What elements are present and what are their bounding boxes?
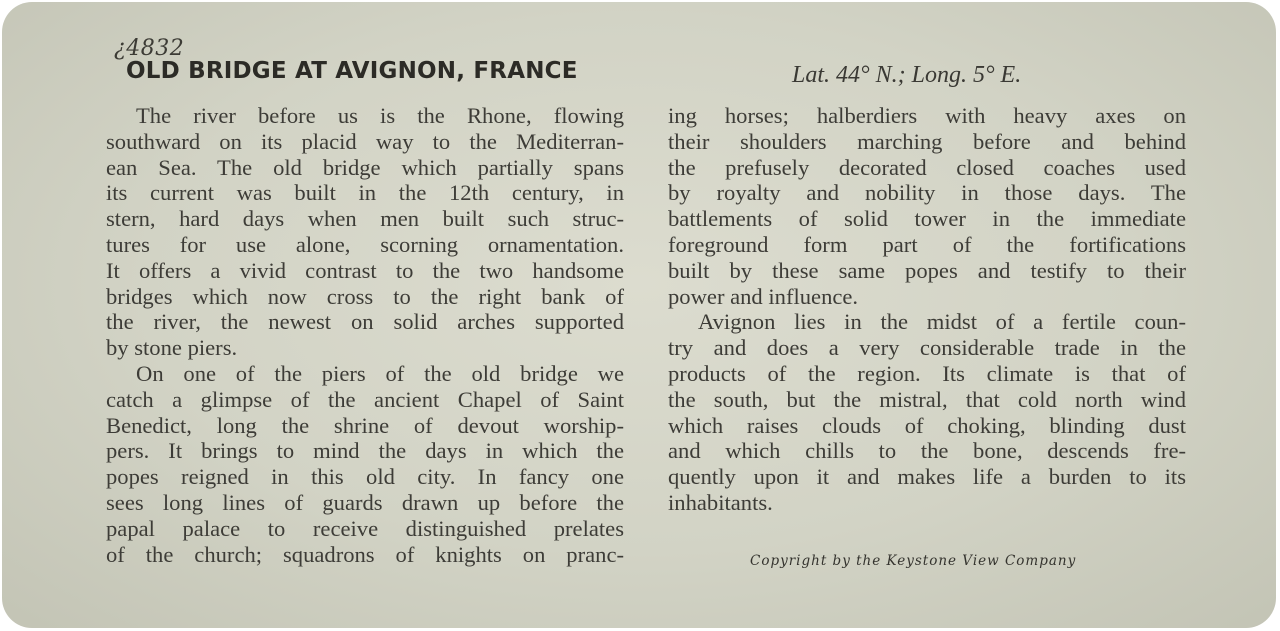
text-line: sees long lines of guards drawn up before the — [106, 489, 624, 515]
text-line: Benedict, long the shrine of devout worship- — [106, 412, 624, 438]
text-line: tures for use alone, scorning ornamentation. — [106, 231, 624, 257]
text-line: popes reigned in this old city. In fancy one — [106, 464, 624, 490]
text-line: the prefusely decorated closed coaches used — [668, 154, 1186, 180]
text-line: its current was built in the 12th century, in — [106, 180, 624, 206]
text-line: built by these same popes and testify to their — [668, 257, 1186, 283]
text-line: by royalty and nobility in those days. The — [668, 180, 1186, 206]
text-line: stern, hard days when men built such struc- — [106, 206, 624, 232]
text-line: On one of the piers of the old bridge we — [136, 360, 624, 386]
text-line: foreground form part of the fortifications — [668, 231, 1186, 257]
copyright-notice: Copyright by the Keystone View Company — [750, 553, 1077, 569]
text-line: It offers a vivid contrast to the two handsome — [106, 257, 624, 283]
text-line: products of the region. Its climate is that of — [668, 360, 1186, 386]
stereoview-card-back — [2, 2, 1276, 628]
text-line: power and influence. — [668, 283, 859, 309]
text-line: and which chills to the bone, descends fre- — [668, 438, 1186, 464]
text-line: battlements of solid tower in the immediate — [668, 206, 1186, 232]
text-line: The river before us is the Rhone, flowing — [136, 103, 624, 128]
text-line: ean Sea. The old bridge which partially spans — [106, 154, 624, 180]
card-title: OLD BRIDGE AT AVIGNON, FRANCE — [126, 58, 578, 84]
text-line: pers. It brings to mind the days in which the — [106, 438, 624, 464]
right-text-column — [668, 103, 1186, 516]
text-line: inhabitants. — [668, 489, 773, 515]
left-text-column — [106, 103, 624, 567]
text-line: which raises clouds of choking, blinding dust — [668, 412, 1186, 438]
text-line: by stone piers. — [106, 335, 238, 361]
text-line: catch a glimpse of the ancient Chapel of Saint — [106, 386, 624, 412]
text-line: of the church; squadrons of knights on pranc- — [106, 541, 624, 567]
catalog-number: ¿4832 — [114, 36, 185, 61]
text-line: the south, but the mistral, that cold north wind — [668, 386, 1186, 412]
text-line: papal palace to receive distinguished prelates — [106, 515, 624, 541]
text-line: quently upon it and makes life a burden to its — [668, 464, 1186, 490]
text-line: try and does a very considerable trade in the — [668, 335, 1186, 361]
text-line: ing horses; halberdiers with heavy axes on — [668, 103, 1186, 128]
text-line: Avignon lies in the midst of a fertile coun- — [698, 309, 1186, 335]
text-line: bridges which now cross to the right bank of — [106, 283, 624, 309]
coordinates: Lat. 44° N.; Long. 5° E. — [792, 62, 1022, 88]
text-line: their shoulders marching before and behind — [668, 128, 1186, 154]
text-line: the river, the newest on solid arches supported — [106, 309, 624, 335]
text-line: southward on its placid way to the Mediterran- — [106, 128, 624, 154]
